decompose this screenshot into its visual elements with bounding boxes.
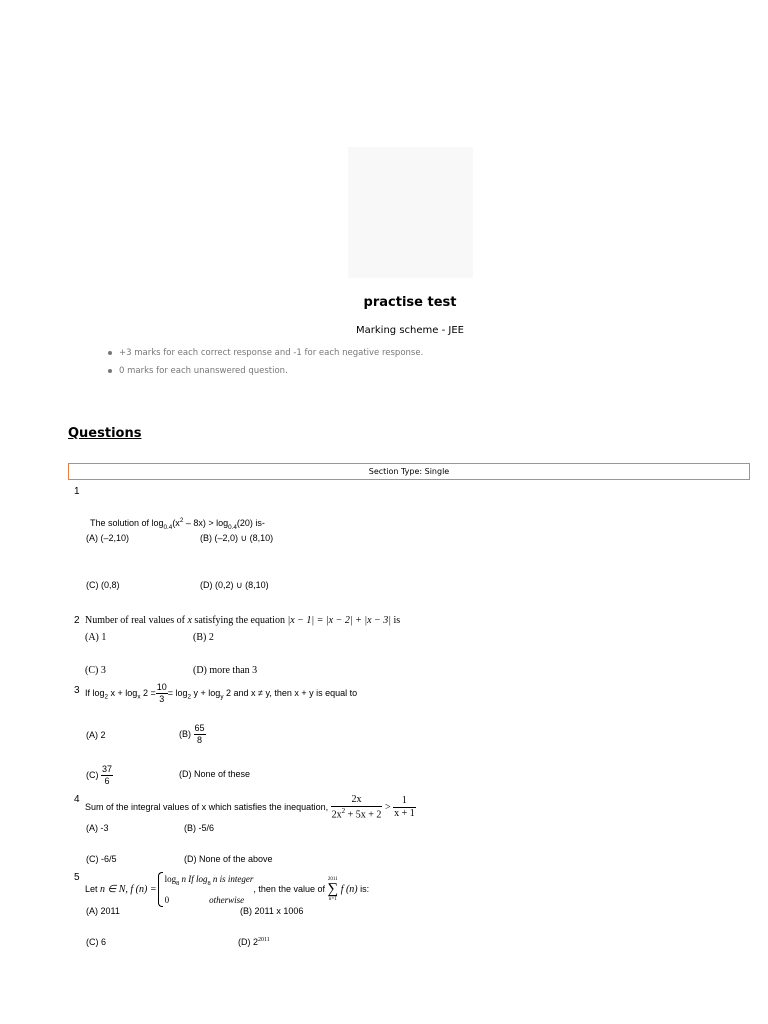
option-b[interactable]: (B) (–2,0) ∪ (8,10) <box>200 533 274 543</box>
option-b[interactable]: (B) 2 <box>193 632 214 643</box>
question-number: 1 <box>74 486 80 497</box>
option-c[interactable]: (C) $\frac{37}{6}$ <box>86 764 113 786</box>
option-b[interactable]: (B) 2011 x 1006 <box>240 906 304 916</box>
question-number: 4 <box>74 794 80 805</box>
question-number: 5 <box>74 872 80 883</box>
option-a[interactable]: (A) -3 <box>86 823 109 833</box>
option-b[interactable]: (B) $\frac{65}{8}$ <box>179 723 205 745</box>
question-2-text: Number of real values of x satisfying the equation |x − 1| = |x − 2| + |x − 3| is <box>85 615 401 626</box>
option-a[interactable]: (A) (–2,10) <box>86 533 130 543</box>
question-number: 3 <box>74 685 80 696</box>
question-1-text: The solution of $\log_{0.4}(x^2 - 8x) > \log_{0.4}(20)$ is- <box>90 517 265 531</box>
logo-placeholder <box>348 147 473 278</box>
option-d[interactable]: (D) $2^{2011}$ <box>238 937 270 947</box>
page-subtitle: Marking scheme - JEE <box>356 325 464 336</box>
question-5-text: Let n ∈ N, f (n) = $\log_8 n$ If $\log_8 n$ is integer 0 otherwise , then the value of 2011 ∑ n=1 f (n) is: <box>85 871 369 908</box>
page-title: practise test <box>363 295 457 310</box>
marking-scheme-item: +3 marks for each correct response and -1 for each negative response. <box>107 346 423 364</box>
option-d[interactable]: (D) None of the above <box>184 854 273 864</box>
option-c[interactable]: (C) -6/5 <box>86 854 117 864</box>
option-a[interactable]: (A) 1 <box>85 632 107 643</box>
question-number: 2 <box>74 615 80 626</box>
option-a[interactable]: (A) 2011 <box>86 906 120 916</box>
option-a[interactable]: (A) 2 <box>86 730 106 740</box>
question-4-text: Sum of the integral values of x which satisfies the inequation, $\frac{2x}{2x^2 + 5x + 2}$ > $\frac{1}{x + 1}$ <box>85 794 415 821</box>
option-b[interactable]: (B) -5/6 <box>184 823 215 833</box>
question-3-text: If $\log_2 x + \log_x 2$ = $\frac{10}{3}$ = $\log_2 y + \log_y 2$ and x ≠ y, then x + y is equal to <box>85 682 358 704</box>
marking-scheme-list <box>107 346 423 382</box>
section-type-bar: Section Type: Single <box>68 463 750 480</box>
questions-heading: Questions <box>68 426 142 441</box>
option-d[interactable]: (D) None of these <box>179 769 251 779</box>
option-c[interactable]: (C) 3 <box>85 665 106 676</box>
option-c[interactable]: (C) 6 <box>86 937 106 947</box>
option-d[interactable]: (D) more than 3 <box>193 665 258 676</box>
option-d[interactable]: (D) (0,2) ∪ (8,10) <box>200 580 269 590</box>
marking-scheme-item: 0 marks for each unanswered question. <box>107 364 423 382</box>
option-c[interactable]: (C) (0,8) <box>86 580 120 590</box>
